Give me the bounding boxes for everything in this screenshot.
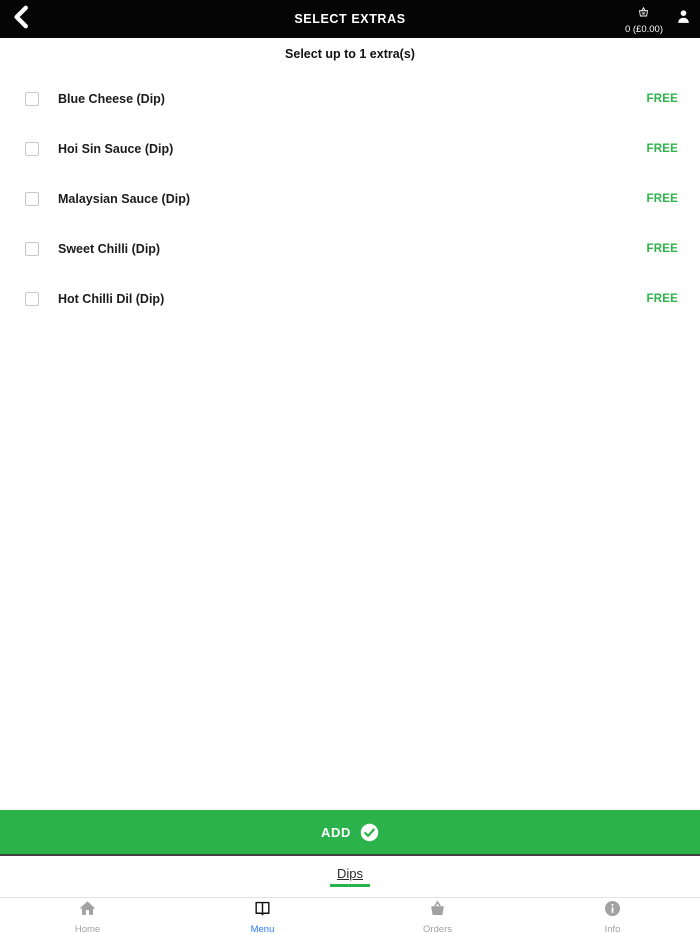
extra-row[interactable]	[0, 174, 700, 224]
extra-label: Blue Cheese (Dip)	[58, 92, 165, 106]
extra-label: Malaysian Sauce (Dip)	[58, 192, 190, 206]
home-icon	[77, 899, 98, 923]
extra-price: FREE	[646, 93, 678, 105]
person-icon	[675, 8, 692, 30]
extra-label: Sweet Chilli (Dip)	[58, 242, 161, 256]
extra-row[interactable]	[0, 124, 700, 174]
selection-instruction: Select up to 1 extra(s)	[285, 47, 415, 61]
top-bar	[0, 0, 700, 38]
active-tab-indicator	[330, 884, 370, 887]
top-bar-actions	[625, 0, 692, 38]
extra-row[interactable]	[0, 74, 700, 124]
nav-item-info[interactable]	[525, 898, 700, 934]
extra-label: Hot Chilli Dil (Dip)	[58, 292, 165, 306]
nav-item-home[interactable]	[0, 898, 175, 934]
back-chevron-icon	[9, 3, 35, 36]
checkbox-unchecked[interactable]	[25, 242, 39, 256]
page-title: SELECT EXTRAS	[294, 12, 406, 26]
tab-dips[interactable]: Dips	[336, 866, 363, 881]
add-button[interactable]	[0, 810, 700, 856]
extra-price: FREE	[646, 143, 678, 155]
nav-label: Info	[604, 924, 621, 934]
menu-book-icon	[252, 899, 273, 923]
extra-row[interactable]	[0, 224, 700, 274]
cart-button[interactable]	[625, 3, 663, 35]
extra-price: FREE	[646, 193, 678, 205]
account-button[interactable]	[675, 8, 692, 30]
orders-basket-icon	[427, 899, 448, 923]
check-circle-icon	[360, 823, 379, 842]
extra-label: Hoi Sin Sauce (Dip)	[58, 142, 174, 156]
back-button[interactable]	[7, 4, 37, 34]
bottom-navigation	[0, 897, 700, 934]
extras-list	[0, 70, 700, 810]
nav-item-menu[interactable]	[175, 898, 350, 934]
checkbox-unchecked[interactable]	[25, 142, 39, 156]
nav-item-orders[interactable]	[350, 898, 525, 934]
basket-icon	[637, 5, 650, 23]
cart-total-label: 0 (£0.00)	[624, 24, 663, 35]
extra-row[interactable]	[0, 274, 700, 324]
checkbox-unchecked[interactable]	[25, 92, 39, 106]
extra-price: FREE	[646, 243, 678, 255]
info-icon	[603, 899, 622, 923]
nav-label: Menu	[250, 924, 275, 934]
nav-label: Orders	[422, 924, 453, 934]
checkbox-unchecked[interactable]	[25, 292, 39, 306]
extra-price: FREE	[646, 293, 678, 305]
checkbox-unchecked[interactable]	[25, 192, 39, 206]
nav-label: Home	[74, 924, 101, 934]
add-button-label: ADD	[321, 824, 351, 840]
category-tab-bar	[0, 856, 700, 897]
